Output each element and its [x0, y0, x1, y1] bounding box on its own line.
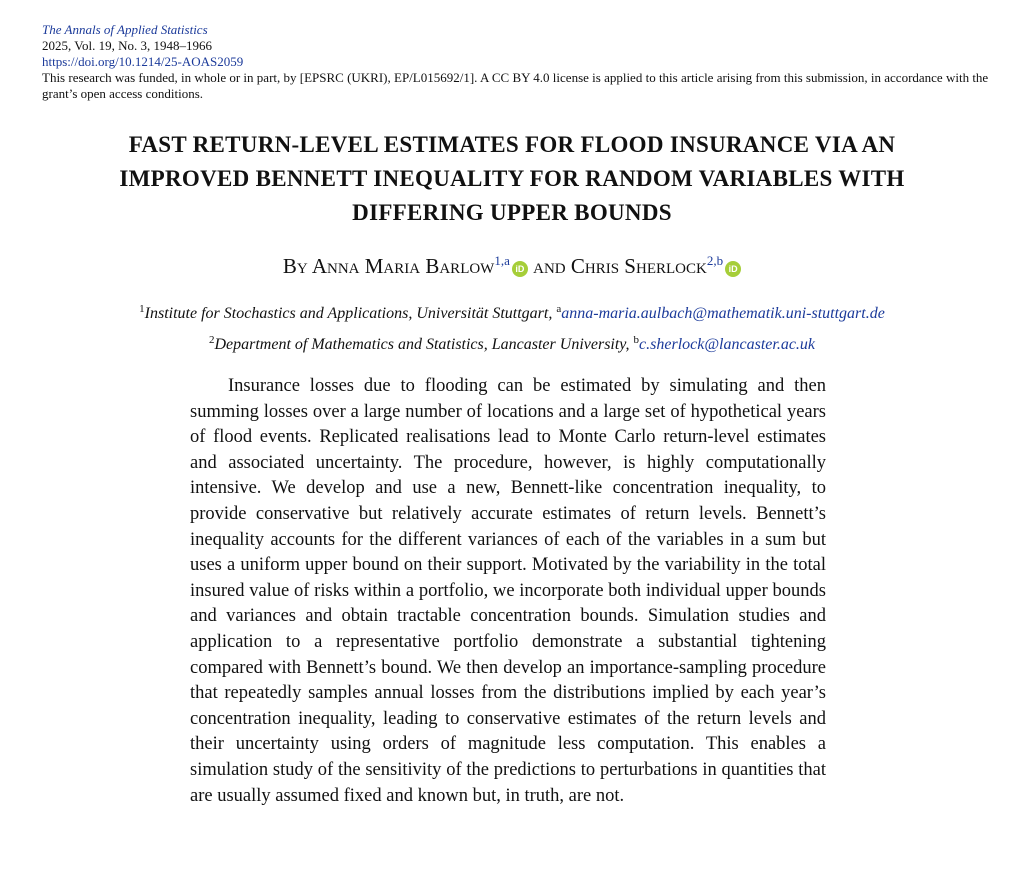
author-line — [0, 246, 1024, 281]
author-2-affil-mark[interactable]: 2,b — [706, 253, 724, 268]
orcid-icon[interactable]: iD — [512, 261, 528, 277]
funding-note: This research was funded, in whole or in part, by [EPSRC (UKRI), EP/L015692/1]. A CC BY 4.0 license is applied to this article arising from this submission, in accordance with the grant’s open access conditions. — [42, 70, 989, 101]
affiliation-1-number: 1 — [139, 303, 145, 315]
affiliation-2 — [0, 327, 1024, 358]
title-line-1: FAST RETURN-LEVEL ESTIMATES FOR FLOOD INSURANCE VIA AN — [128, 132, 896, 157]
affiliation-1-text: Institute for Stochastics and Applications, Universität Stuttgart, — [144, 305, 557, 322]
email-2-mark: b — [633, 334, 640, 346]
affiliations — [0, 296, 1024, 358]
article-header — [42, 22, 1002, 102]
affiliation-2-number: 2 — [208, 334, 215, 346]
email-1-link[interactable]: anna-maria.aulbach@mathematik.uni-stuttgart.de — [561, 305, 885, 322]
author-1-affil-mark[interactable]: 1,a — [494, 253, 510, 268]
email-2-link[interactable]: c.sherlock@lancaster.ac.uk — [639, 336, 816, 353]
journal-name[interactable]: The Annals of Applied Statistics — [42, 22, 208, 37]
by-label: By — [282, 254, 308, 278]
orcid-icon[interactable]: iD — [725, 261, 741, 277]
doi-link[interactable]: https://doi.org/10.1214/25-AOAS2059 — [42, 54, 244, 69]
and-label: and — [533, 254, 566, 278]
title-line-3: DIFFERING UPPER BOUNDS — [352, 200, 672, 225]
title-line-2: IMPROVED BENNETT INEQUALITY FOR RANDOM VARIABLES WITH — [119, 166, 905, 191]
abstract: Insurance losses due to flooding can be estimated by simulating and then summing losses over a large number of locations and a large set of hypothetical years of flood events. Replicated realisations lead to Monte Carlo return-level estimates and associated uncertainty. The procedure, however, is highly computationally intensive. We develop and use a new, Bennett-like concentration inequality, to provide conservative but relatively accurate estimates of return levels. Bennett’s inequality accounts for the different variances of each of the variables in a sum but uses a uniform upper bound on their support. Motivated by the variability in the total insured value of risks within a portfolio, we incorporate both individual upper bounds and variances and obtain tractable concentration bounds. Simulation studies and application to a representative portfolio demonstrate a substantial tightening compared with Bennett’s bound. We then develop an importance-sampling procedure that repeatedly samples annual losses from the distributions implied by each year’s concentration inequality, leading to conservative estimates of the return levels and their uncertainty using orders of magnitude less computation. This enables a simulation study of the sensitivity of the predictions to perturbations in quantities that are usually assumed fixed and known but, in truth, are not. — [190, 376, 826, 806]
volume-info: 2025, Vol. 19, No. 3, 1948–1966 — [42, 38, 212, 53]
affiliation-2-text: Department of Mathematics and Statistics, Lancaster University, — [214, 336, 634, 353]
paper-title — [0, 128, 1024, 230]
email-1-mark: a — [556, 303, 562, 315]
author-2-name: Chris Sherlock — [570, 254, 707, 278]
author-1-name: Anna Maria Barlow — [311, 254, 495, 278]
affiliation-1 — [0, 296, 1024, 327]
